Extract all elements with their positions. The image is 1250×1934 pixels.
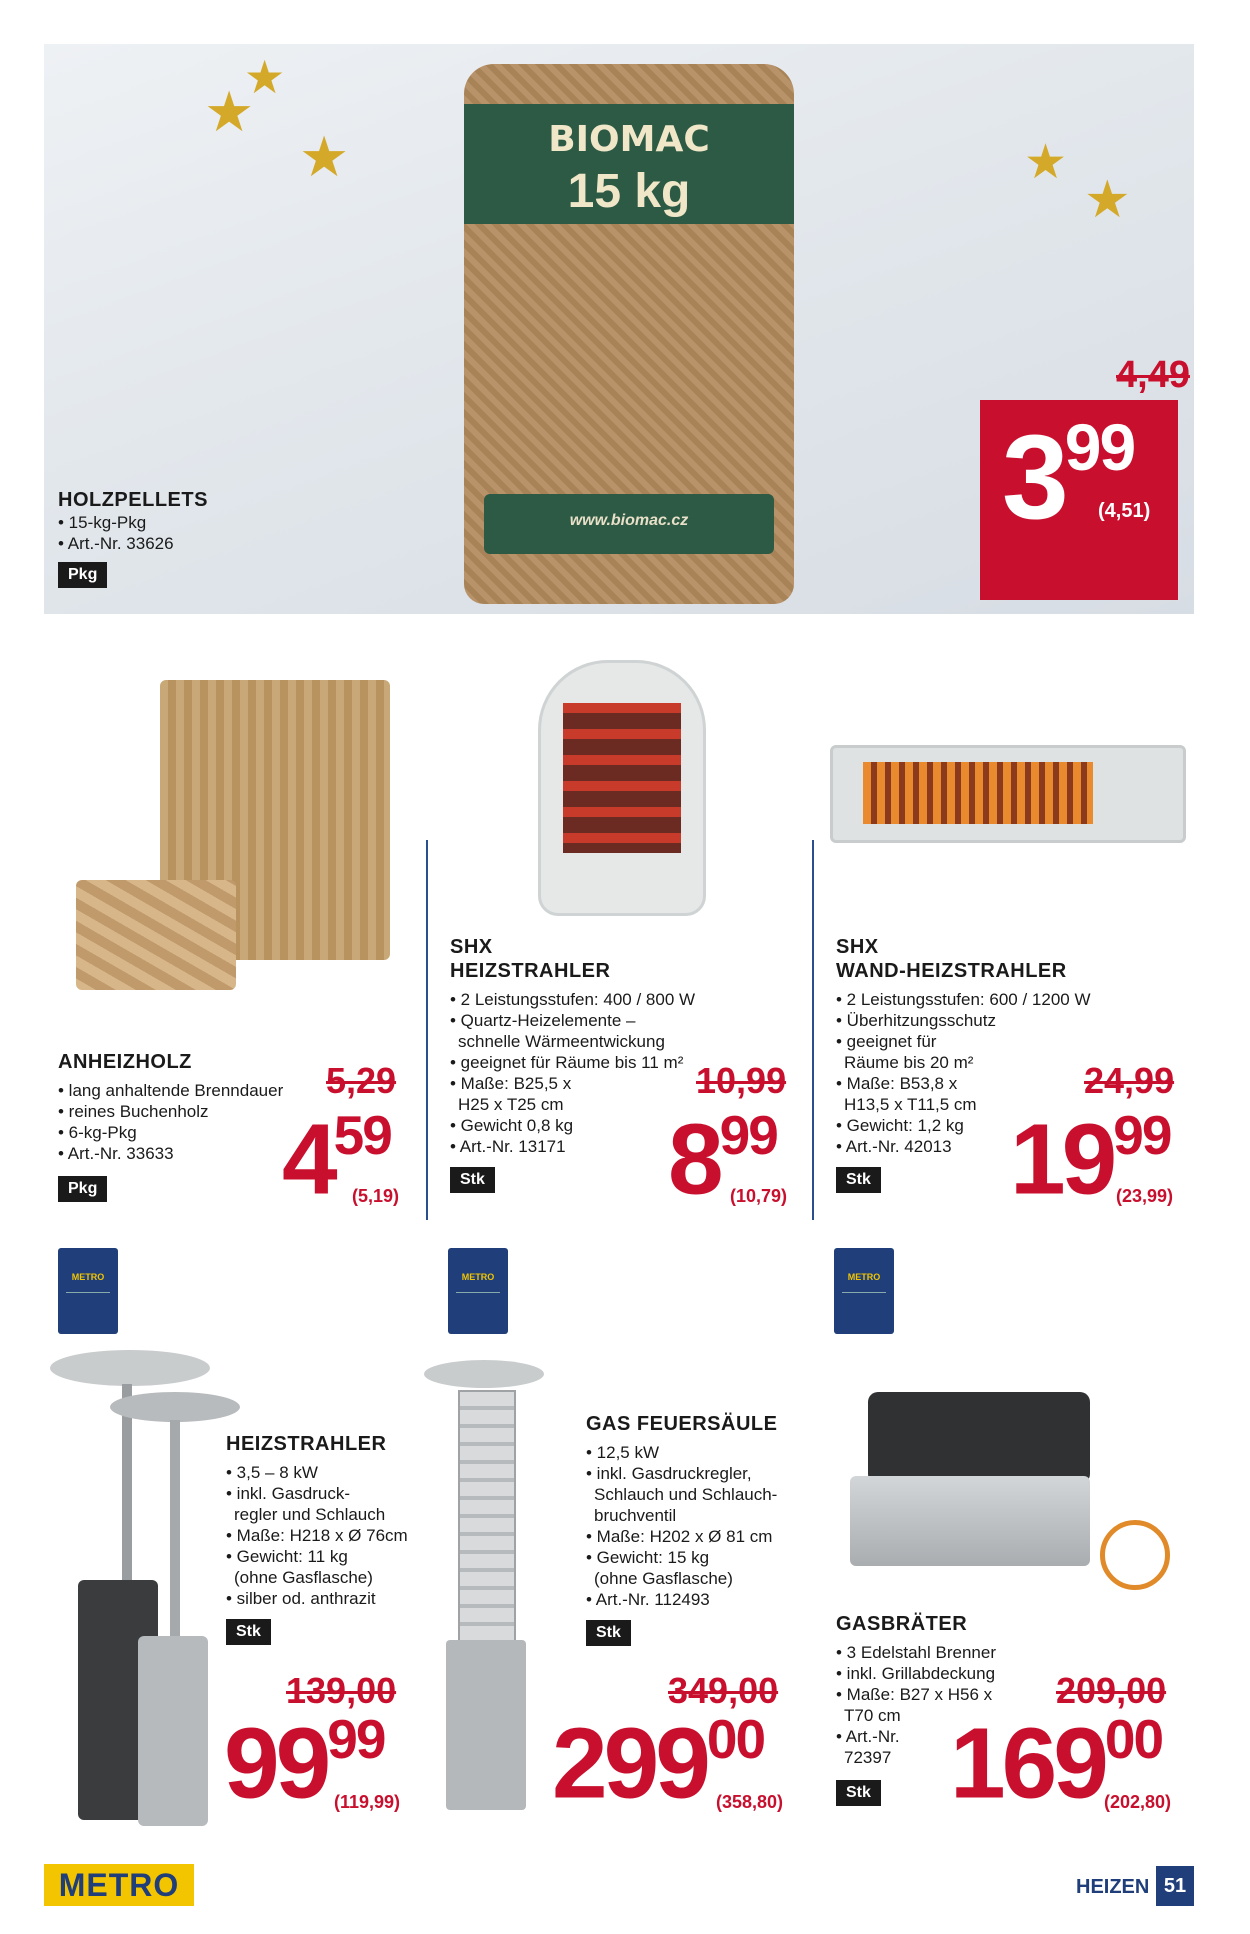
- metro-brand-badge: METRO: [58, 1248, 118, 1334]
- feature-line: regler und Schlauch: [234, 1505, 386, 1524]
- feature-line: bruchventil: [594, 1506, 677, 1525]
- price-tag: [980, 400, 1178, 600]
- price-integer: 19: [1010, 1103, 1114, 1216]
- feature-line: H25 x T25 cm: [458, 1095, 564, 1114]
- gross-price: (358,80): [716, 1792, 784, 1812]
- price-decimal: 99: [1064, 410, 1135, 484]
- bag-brand: BIOMAC: [548, 119, 710, 160]
- product-title: HEIZSTRAHLER: [226, 1433, 387, 1455]
- price-decimal: 00: [706, 1708, 765, 1770]
- feature-line: • geeignet für: [836, 1032, 937, 1051]
- price-decimal: 99: [719, 1104, 777, 1166]
- feature-line: • Quartz-Heizelemente –: [450, 1011, 636, 1030]
- price-decimal: 00: [1104, 1708, 1163, 1770]
- feature-line: • Gewicht 0,8 kg: [450, 1116, 574, 1135]
- price-decimal: 99: [327, 1708, 385, 1770]
- feature-line: • Art.-Nr. 112493: [586, 1590, 710, 1609]
- heater-pole: [170, 1420, 180, 1640]
- unit-badge: Stk: [586, 1620, 631, 1646]
- feature-line: • inkl. Gasdruck-: [226, 1484, 351, 1503]
- page-number: 51: [1156, 1866, 1194, 1906]
- heater-element: [863, 762, 1093, 824]
- feature-line: • Gewicht: 1,2 kg: [836, 1116, 964, 1135]
- product-title: GAS FEUERSÄULE: [586, 1413, 778, 1435]
- feature-line: • Gewicht: 15 kg: [586, 1548, 710, 1567]
- pillar-heater-glass: [458, 1390, 516, 1644]
- gross-price: (5,19): [352, 1186, 400, 1206]
- metro-brand-badge: METRO: [834, 1248, 894, 1334]
- pillar-heater-top: [424, 1360, 544, 1388]
- unit-badge: Stk: [226, 1619, 271, 1645]
- feature-line: • 2 Leistungsstufen: 600 / 1200 W: [836, 990, 1091, 1009]
- feature-line: • Art.-Nr. 33633: [58, 1144, 174, 1163]
- gross-price: (202,80): [1104, 1792, 1172, 1812]
- unit-badge: Stk: [836, 1167, 881, 1193]
- section-label: HEIZEN: [1076, 1876, 1150, 1898]
- product-heizstrahler-gas: [226, 1432, 408, 1645]
- feature-line: • Art.-Nr. 13171: [450, 1137, 566, 1156]
- price-integer: 99: [224, 1707, 328, 1820]
- unit-badge: Pkg: [58, 562, 107, 588]
- heater-top-image: [50, 1350, 210, 1386]
- feature-line: Schlauch und Schlauch-: [594, 1485, 778, 1504]
- old-price: 349,00: [668, 1670, 779, 1711]
- gross-price: (10,79): [730, 1186, 788, 1206]
- bag-url: www.biomac.cz: [569, 512, 689, 529]
- feature-line: • 3 Edelstahl Brenner: [836, 1643, 996, 1662]
- old-price: 4,49: [1116, 354, 1190, 396]
- feature-line: (ohne Gasflasche): [234, 1568, 373, 1587]
- star-icon: ★: [204, 80, 255, 143]
- feature-line: • Maße: B25,5 x: [450, 1074, 572, 1093]
- product-title: HOLZPELLETS: [58, 489, 208, 511]
- old-price: 5,29: [326, 1060, 397, 1101]
- gross-price: (4,51): [1098, 500, 1151, 522]
- price-integer: 8: [668, 1103, 720, 1216]
- product-brand: SHX: [450, 936, 493, 958]
- griddle-body: [850, 1476, 1090, 1566]
- product-heizstrahler-shx: [450, 935, 695, 1193]
- feature-line: • Maße: B27 x H56 x: [836, 1685, 993, 1704]
- feature-line: Räume bis 20 m²: [844, 1053, 974, 1072]
- gas-hose-image: [1100, 1520, 1170, 1590]
- heater-grille: [563, 703, 681, 853]
- product-anheizholz: [58, 1050, 283, 1202]
- product-title: GASBRÄTER: [836, 1613, 968, 1635]
- price-decimal: 59: [333, 1104, 391, 1166]
- feature-line: • lang anhaltende Brenndauer: [58, 1081, 284, 1100]
- old-price: 209,00: [1056, 1670, 1167, 1711]
- bag-weight: 15 kg: [567, 165, 691, 218]
- kindling-image: [76, 880, 236, 990]
- divider: [812, 840, 814, 1220]
- old-price: 24,99: [1084, 1060, 1175, 1101]
- metro-logo: METRO: [44, 1864, 194, 1906]
- price-integer: 3: [1002, 410, 1065, 544]
- old-price: 10,99: [696, 1060, 787, 1101]
- heater-base-silver: [138, 1636, 208, 1826]
- feature-line: • Gewicht: 11 kg: [226, 1547, 348, 1566]
- price-integer: 299: [552, 1707, 707, 1820]
- price-decimal: 99: [1113, 1104, 1171, 1166]
- gross-price: (23,99): [1116, 1186, 1174, 1206]
- feature-line: • geeignet für Räume bis 11 m²: [450, 1053, 684, 1072]
- feature-line: schnelle Wärmeentwickung: [458, 1032, 665, 1051]
- griddle-plate: [868, 1392, 1090, 1484]
- star-icon: ★: [244, 51, 286, 103]
- feature-line: • silber od. anthrazit: [226, 1589, 376, 1608]
- price-integer: 4: [282, 1103, 334, 1216]
- feature-line: 72397: [844, 1748, 892, 1767]
- feature-line: H13,5 x T11,5 cm: [844, 1095, 977, 1114]
- unit-badge: Pkg: [58, 1176, 107, 1202]
- feature-line: • Maße: B53,8 x: [836, 1074, 958, 1093]
- heater-top-image: [110, 1392, 240, 1422]
- feature-line: • 12,5 kW: [586, 1443, 660, 1462]
- divider: [426, 840, 428, 1220]
- feature-line: • Art.-Nr. 33626: [58, 534, 174, 553]
- feature-line: • Art.-Nr. 42013: [836, 1137, 952, 1156]
- feature-line: • 3,5 – 8 kW: [226, 1463, 318, 1482]
- product-info: [58, 488, 208, 588]
- feature-line: • reines Buchenholz: [58, 1102, 209, 1121]
- wall-heater-image: [830, 745, 1186, 843]
- gross-price: (119,99): [334, 1792, 401, 1812]
- pellet-bag-image: [464, 64, 794, 604]
- product-title: HEIZSTRAHLER: [450, 960, 611, 982]
- old-price: 139,00: [286, 1670, 397, 1711]
- metro-brand-badge: METRO: [448, 1248, 508, 1334]
- feature-line: • Überhitzungsschutz: [836, 1011, 996, 1030]
- feature-line: (ohne Gasflasche): [594, 1569, 733, 1588]
- feature-line: • 15-kg-Pkg: [58, 513, 147, 532]
- product-title: WAND-HEIZSTRAHLER: [836, 960, 1067, 982]
- star-icon: ★: [1024, 136, 1068, 189]
- unit-badge: Stk: [836, 1780, 881, 1806]
- feature-line: • 6-kg-Pkg: [58, 1123, 137, 1142]
- price-integer: 169: [950, 1707, 1105, 1820]
- feature-line: T70 cm: [844, 1706, 901, 1725]
- product-brand: SHX: [836, 936, 879, 958]
- feature-line: • Art.-Nr.: [836, 1727, 900, 1746]
- star-icon: ★: [1084, 171, 1131, 229]
- pillar-heater-base: [446, 1640, 526, 1810]
- feature-line: • inkl. Gasdruckregler,: [586, 1464, 752, 1483]
- feature-line: • Maße: H202 x Ø 81 cm: [586, 1527, 773, 1546]
- product-title: ANHEIZHOLZ: [58, 1051, 192, 1073]
- heater-image: [538, 660, 706, 916]
- product-gas-feuersaeule: [586, 1412, 777, 1646]
- feature-line: • inkl. Grillabdeckung: [836, 1664, 996, 1683]
- unit-badge: Stk: [450, 1167, 495, 1193]
- feature-line: • 2 Leistungsstufen: 400 / 800 W: [450, 990, 696, 1009]
- feature-line: • Maße: H218 x Ø 76cm: [226, 1526, 408, 1545]
- star-icon: ★: [299, 125, 350, 188]
